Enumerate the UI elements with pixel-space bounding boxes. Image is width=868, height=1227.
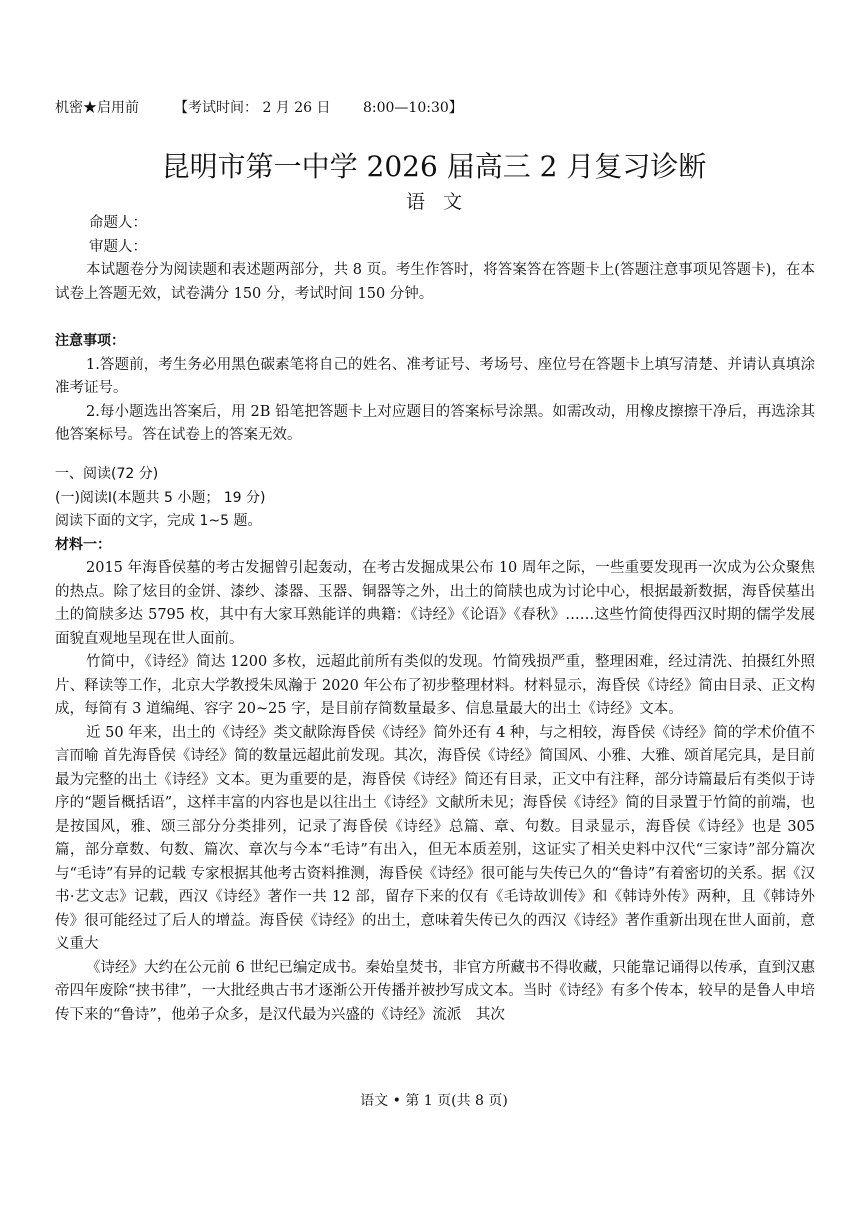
notes-block <box>55 330 815 448</box>
section-heading: 一、阅读(72 分) <box>55 466 159 482</box>
sub-section-heading: (一)阅读Ⅰ(本题共 5 小题； 19 分) <box>55 489 266 506</box>
subject-title: 语文 <box>405 191 480 213</box>
intro-block <box>55 212 815 306</box>
instruction: 阅读下面的文字，完成 1~5 题。 <box>55 513 262 529</box>
material-label: 材料一： <box>55 536 111 553</box>
notes-heading: 注意事项： <box>55 333 125 349</box>
note-item: 2.每小题选出答案后，用 2B 铅笔把答题卡上对应题目的答案标号涂黑。如需改动，用橡皮擦擦干净后，再选涂其他答案标号。答在试卷上的答案无效。 <box>55 403 815 443</box>
reviewer-label: 审题人： <box>89 238 147 255</box>
page-title: 昆明市第一中学 2026 届高三 2 月复习诊断 <box>161 150 707 183</box>
note-item: 1.答题前，考生务必用黑色碳素笔将自己的姓名、准考证号、考场号、座位号在答题卡上填写清楚、并请认真填涂准考证号。 <box>55 356 815 396</box>
article-paragraph: 竹简中，《诗经》简达 1200 多枚，远超此前所有类似的发现。竹简残损严重，整理困难，经过清洗、拍摄红外照片、释读等工作，北京大学教授朱凤瀚于 2020 年公布了初步整理材料。材料显示，海昏侯《诗经》简由目录、正文构成，每简有 3 道编绳、容字 20~25 字，是目前存简数量最多、信息量最大的出土《诗经》文本。 <box>55 654 815 717</box>
intro-paragraph: 本试题卷分为阅读题和表述题两部分，共 8 页。考生作答时，将答案答在答题卡上(答题注意事项见答题卡)，在本试卷上答题无效，试卷满分 150 分，考试时间 150 分钟。 <box>55 262 815 302</box>
article-paragraph: 近 50 年来，出土的《诗经》类文献除海昏侯《诗经》简外还有 4 种，与之相较，海昏侯《诗经》简的学术价值不言而喻 首先海昏侯《诗经》简的数量远超此前发现。其次，海昏侯《诗经》简国风、小雅、大雅、颂首尾完具，是目前最为完整的出土《诗经》文本。更为重要的是，海昏侯《诗经》简还有目录，正文中有注释，部分诗篇最后有类似于诗序的“题旨概括语”，这样丰富的内容也是以往出土《诗经》文献所未见；海昏侯《诗经》简的目录置于竹简的前端，也是按国风，雅、颂三部分分类排列，记录了海昏侯《诗经》总篇、章、句数。目录显示，海昏侯《诗经》也是 305 篇，部分章数、句数、篇次、章次与今本“毛诗”有出入，但无本质差别，这证实了相关史料中汉代“三家诗”部分篇次与“毛诗”有异的记载 专家根据其他考古资料推测，海昏侯《诗经》很可能与失传已久的“鲁诗”有着密切的关系。据《汉书·艺文志》记载，西汉《诗经》著作一共 12 部，留存下来的仅有《毛诗故训传》和《韩诗外传》两种，且《韩诗外传》很可能经过了后人的增益。海昏侯《诗经》的出土，意味着失传已久的西汉《诗经》著作重新出现在世人面前，意义重大 <box>55 724 815 952</box>
article-paragraph: 2015 年海昏侯墓的考古发掘曾引起轰动，在考古发掘成果公布 10 周年之际，一些重要发现再一次成为公众聚焦的热点。除了炫目的金饼、漆纱、漆器、玉器、铜器等之外，出土的简牍也成为讨论中心，根据最新数据，海昏侯墓出土的简牍多达 5795 枚，其中有大家耳熟能详的典籍：《诗经》《论语》《春秋》……这些竹简使得西汉时期的儒学发展面貌直观地呈现在世人面前。 <box>55 560 815 647</box>
reading-section <box>55 463 815 1027</box>
exam-time: 【考试时间： 2 月 26 日 8:00—10:30】 <box>181 100 463 116</box>
header-line <box>55 97 463 117</box>
secret-label: 机密★启用前 <box>55 100 139 116</box>
article-paragraph: 《诗经》大约在公元前 6 世纪已编定成书。秦始皇焚书，非官方所藏书不得收藏，只能靠记诵得以传承，直到汉惠帝四年废除“挟书律”，一大批经典古书才逐渐公开传播并被抄写成文本。当时《诗经》有多个传本，较早的是鲁人申培传下来的“鲁诗”，他弟子众多，是汉代最为兴盛的《诗经》流派 其次 <box>55 959 815 1023</box>
page-footer: 语文 • 第 1 页(共 8 页) <box>360 1093 508 1109</box>
setter-label: 命题人： <box>89 215 147 231</box>
